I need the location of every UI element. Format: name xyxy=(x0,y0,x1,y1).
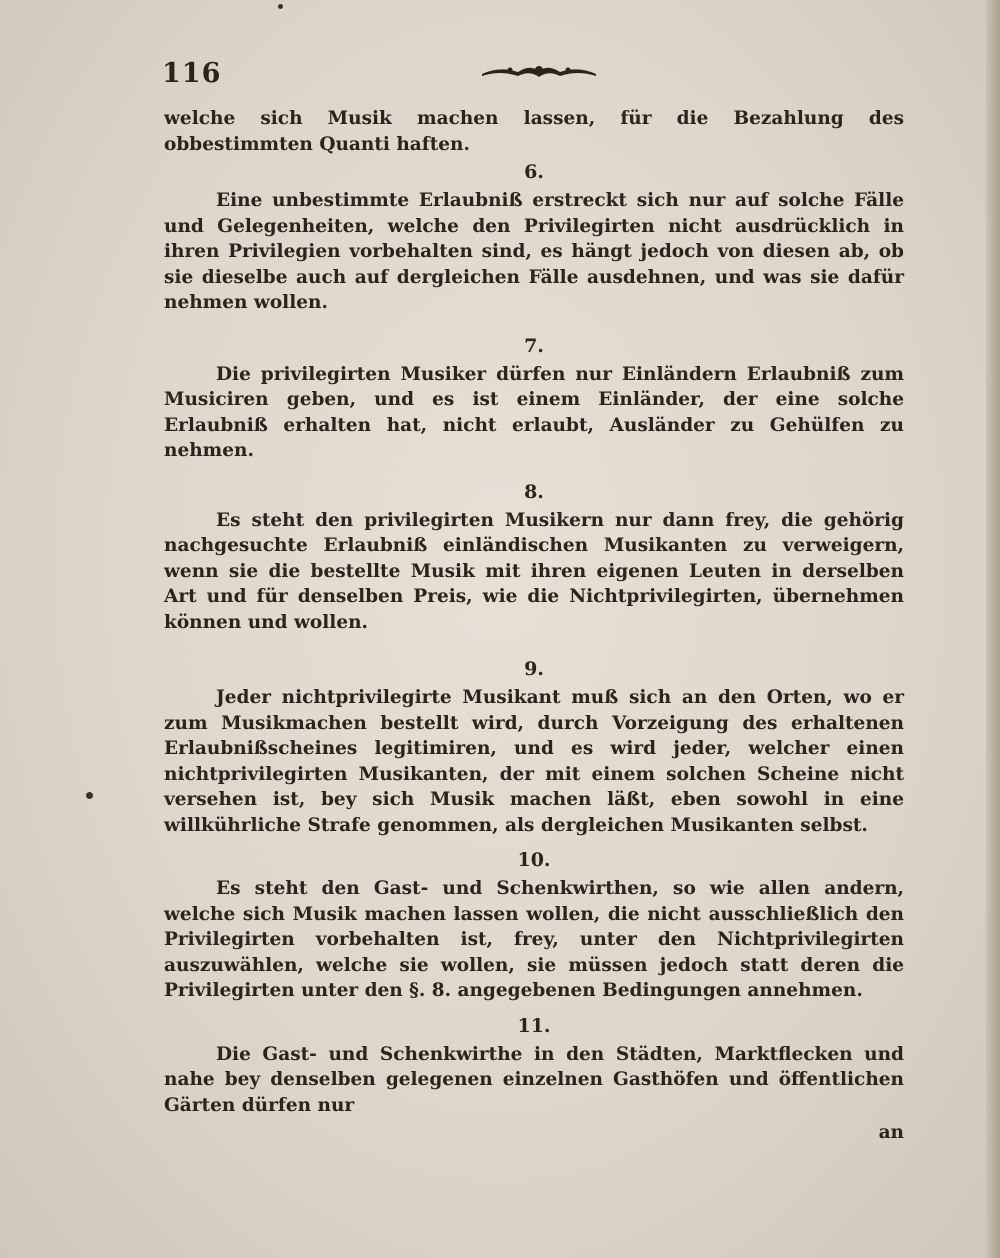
section-number: 7. xyxy=(524,334,544,357)
header-ornament xyxy=(480,62,598,80)
paragraph: Jeder nichtprivilegirte Musikant muß sich an den Orten, wo er zum Musikmachen bestellt wird, durch Vorzeigung des erhaltenen Erlaubnißscheines legitimiren, und es wird jeder, welcher einen nichtprivilegirten Musikanten, der mit einem solchen Scheine nicht versehen ist, bey sich Musik machen läßt, eben sowohl in eine willkührliche Strafe genommen, als dergleichen Musikanten selbst. xyxy=(164,687,904,836)
paragraph: Es steht den privilegirten Musikern nur dann frey, die gehörig nachgesuchte Erlaubniß einländischen Musikanten zu verweigern, wenn sie die bestellte Musik mit ihren eigenen Leuten in derselben Art und für denselben Preis, wie die Nichtprivilegirten, übernehmen können und wollen. xyxy=(164,509,904,633)
paragraph: Die Gast- und Schenkwirthe in den Städten, Marktflecken und nahe bey denselben gelegenen einzelnen Gasthöfen und öffentlichen Gärten dürfen nur xyxy=(164,1043,904,1116)
paragraph: Eine unbestimmte Erlaubniß erstreckt sich nur auf solche Fälle und Gelegenheiten, welche den Privilegirten nicht ausdrücklich in ihren Privilegien vorbehalten sind, es hängt jedoch von diesen ab, ob sie dieselbe auch auf dergleichen Fälle ausdehnen, und was sie dafür nehmen wollen. xyxy=(164,190,904,313)
paragraph: welche sich Musik machen lassen, für die Bezahlung des obbestimmten Quanti haften. xyxy=(164,108,904,155)
section-number: 8. xyxy=(524,480,544,503)
section-number: 9. xyxy=(524,658,544,680)
paragraph: Es steht den Gast- und Schenkwirthen, so wie allen andern, welche sich Musik machen lassen wollen, die nicht ausschließlich den Privilegirten vorbehalten ist, frey, unter den Nichtprivilegirten auszuwählen, welche sie wollen, sie müssen jedoch statt deren die Privilegirten unter den §. 8. angegebenen Bedingungen annehmen. xyxy=(164,878,904,1001)
ink-speck xyxy=(86,792,93,799)
page-number: 116 xyxy=(162,58,222,89)
page-edge-shadow xyxy=(986,0,1000,1258)
section-number: 6. xyxy=(524,161,544,183)
page-header xyxy=(162,58,907,98)
section-number: 10. xyxy=(517,849,551,871)
body-text xyxy=(164,106,904,1146)
catchword: an xyxy=(878,1122,904,1143)
paragraph: Die privilegirten Musiker dürfen nur Einländern Erlaubniß zum Musiciren geben, und es ist einem Einländer, der eine solche Erlaubniß erhalten hat, nicht erlaubt, Ausländer zu Gehülfen zu nehmen. xyxy=(164,363,904,461)
section-number: 11. xyxy=(517,1014,551,1037)
ink-speck xyxy=(278,4,283,9)
